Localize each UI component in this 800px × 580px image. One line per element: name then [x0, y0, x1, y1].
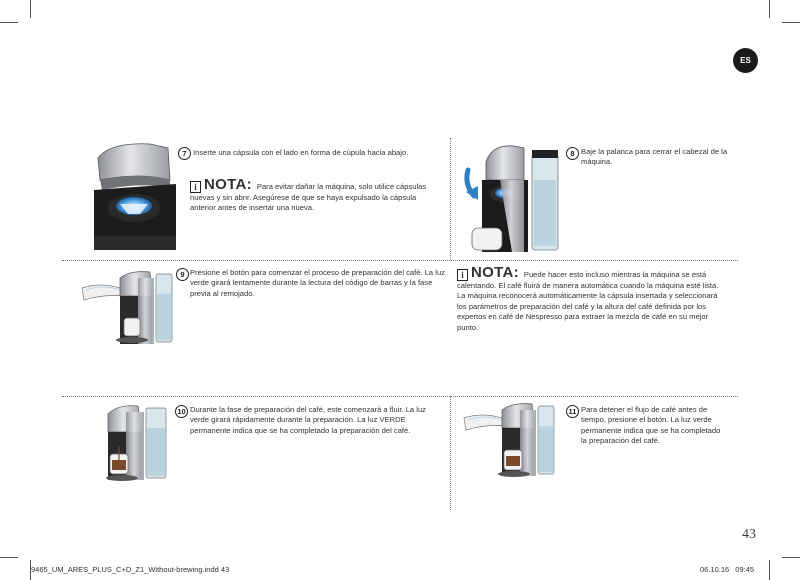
language-badge: ES [733, 48, 758, 73]
note-block [190, 178, 442, 214]
note-text: Para evitar dañar la máquina, solo utilice cápsulas nuevas y sin abrir. Asegúrese de que se haya expulsado la cápsula anterior antes de insertar una nueva. [190, 182, 427, 213]
footer-filename: 9465_UM_ARES_PLUS_C+D_Z1_Without-brewing.indd 43 [31, 565, 230, 574]
note-text: Puede hacer esto incluso mientras la máquina se está calentando. El café fluirá de manera automática cuando la máquina esté lista. La máquina reconocerá automáticamente la cápsula insertada y seleccionará los parámetros de preparación del café y la altura del café definida por los expertos en café de Nespresso para extraer la mezcla de café en su mejor punto. [457, 270, 719, 332]
step-number: 7 [178, 147, 191, 160]
crop-mark [782, 557, 800, 558]
step-number: 10 [175, 405, 188, 418]
illustration-close-lever [462, 140, 562, 252]
crop-mark [0, 22, 18, 23]
illustration-capsule-insert [90, 140, 180, 250]
crop-mark [0, 557, 18, 558]
note-block [457, 266, 719, 334]
divider-vertical [450, 138, 451, 260]
divider-vertical [450, 396, 451, 510]
crop-mark [769, 560, 770, 580]
footer-time: 09:45 [735, 565, 755, 574]
crop-mark [769, 0, 770, 18]
crop-mark [30, 0, 31, 18]
page-number: 43 [742, 527, 756, 542]
divider-horizontal [62, 260, 738, 261]
illustration-press-button [80, 266, 180, 346]
step-number: 11 [566, 405, 579, 418]
step-text: Baje la palanca para cerrar el cabezal de la máquina. [581, 147, 728, 167]
note-title: NOTA: [204, 176, 252, 193]
step-text: Presione el botón para comenzar el proceso de preparación del café. La luz verde girará lentamente durante la lectura del código de barras y la fase previa al remojado. [190, 268, 445, 298]
footer-timestamp [700, 565, 754, 574]
step-text: Inserte una cápsula con el lado en forma de cúpula hacia abajo. [193, 148, 409, 157]
note-title: NOTA: [471, 264, 519, 281]
step-number: 9 [176, 268, 189, 281]
divider-horizontal [62, 396, 738, 397]
info-icon: i [190, 181, 201, 193]
info-icon: i [457, 269, 468, 281]
footer-date: 06.10.16 [700, 565, 730, 574]
crop-mark [782, 22, 800, 23]
illustration-stop-flow [462, 400, 562, 480]
step-number: 8 [566, 147, 579, 160]
illustration-coffee-flowing [98, 402, 170, 482]
step-text: Para detener el flujo de café antes de tiempo, presione el botón. La luz verde permanente indica que se ha completado la preparación del café. [581, 405, 721, 446]
step-text: Durante la fase de preparación del café, este comenzará a fluir. La luz verde girará rápidamente durante la preparación. La luz VERDE permanente indica que se ha completado la preparación del café. [190, 405, 426, 435]
